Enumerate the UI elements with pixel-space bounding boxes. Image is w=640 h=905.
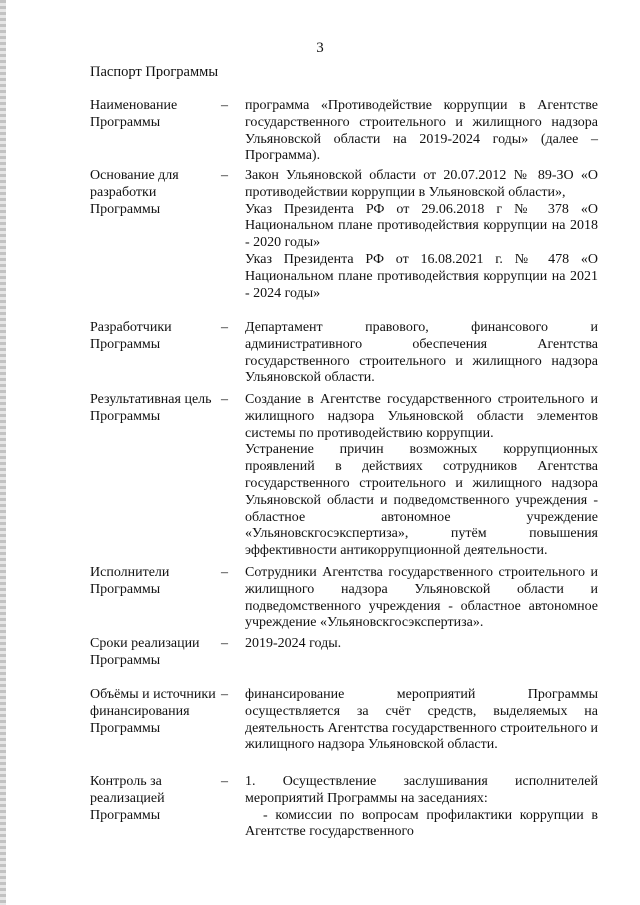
- scan-edge: [0, 0, 6, 905]
- value-paragraph: программа «Противодействие коррупции в Агентстве государственного строительного и жилищного надзора Ульяновской области на 2019-2024 годы» (далее – Программа).: [245, 98, 598, 164]
- row-label: Сроки реализации Программы: [90, 636, 200, 668]
- row-value: [245, 565, 598, 632]
- row-value: [245, 168, 598, 302]
- row-value: [245, 687, 598, 754]
- row-value: [245, 774, 598, 841]
- row-dash: –: [221, 774, 228, 789]
- value-paragraph: финансирование мероприятий Программы осуществляется за счёт средств, выделяемых на деятельность Агентства государственного строительного и жилищного надзора Ульяновской области.: [245, 687, 598, 753]
- value-paragraph: Устранение причин возможных коррупционных проявлений в действиях сотрудников Агентства государственного строительного и жилищного надзора Ульяновской области и подведомственного учреждения - областное автономное учреждение «Ульяновскгосэкспертиза», путём повышения эффективности антикоррупционной деятельности.: [245, 442, 598, 559]
- row-value: [245, 320, 598, 387]
- value-paragraph: Сотрудники Агентства государственного строительного и жилищного надзора Ульяновской области и подведомственного учреждения - областное автономное учреждение «Ульяновскгосэкспертиза».: [245, 565, 598, 631]
- row-value: [245, 98, 598, 165]
- row-label: Наименование Программы: [90, 98, 178, 130]
- row-dash: –: [221, 320, 228, 335]
- value-paragraph: 1. Осуществление заслушивания исполнителей мероприятий Программы на заседаниях:: [245, 774, 598, 806]
- row-label: Исполнители Программы: [90, 565, 170, 597]
- page-number: 3: [316, 40, 324, 56]
- row-dash: –: [221, 687, 228, 702]
- row-label: Разработчики Программы: [90, 320, 172, 352]
- row-dash: –: [221, 98, 228, 113]
- value-paragraph: Указ Президента РФ от 16.08.2021 г. № 478 «О Национальном плане противодействия коррупции на 2021 - 2024 годы»: [245, 251, 598, 301]
- row-value: [245, 636, 598, 653]
- document-title: Паспорт Программы: [90, 64, 219, 80]
- row-dash: –: [221, 565, 228, 580]
- row-dash: –: [221, 636, 228, 651]
- value-paragraph: Закон Ульяновской области от 20.07.2012 № 89-ЗО «О противодействии коррупции в Ульяновской области»,: [245, 168, 598, 200]
- value-paragraph: - комиссии по вопросам профилактики коррупции в Агентстве государственного: [245, 807, 598, 840]
- row-value: [245, 392, 598, 560]
- row-label: Объёмы и источники финансирования Программы: [90, 687, 216, 736]
- value-paragraph: Создание в Агентстве государственного строительного и жилищного надзора Ульяновской области элементов системы по противодействию коррупции.: [245, 392, 598, 441]
- row-dash: –: [221, 168, 228, 183]
- value-paragraph: 2019-2024 годы.: [245, 636, 342, 651]
- value-paragraph: Департамент правового, финансового и административного обеспечения Агентства государственного строительного и жилищного надзора Ульяновской области.: [245, 320, 598, 386]
- row-label: Основание для разработки Программы: [90, 168, 179, 217]
- value-paragraph: Указ Президента РФ от 29.06.2018 г № 378 «О Национальном плане противодействия коррупции на 2018 - 2020 годы»: [245, 201, 598, 251]
- row-label: Контроль за реализацией Программы: [90, 774, 165, 823]
- row-dash: –: [221, 392, 228, 407]
- row-label: Результативная цель Программы: [90, 392, 212, 424]
